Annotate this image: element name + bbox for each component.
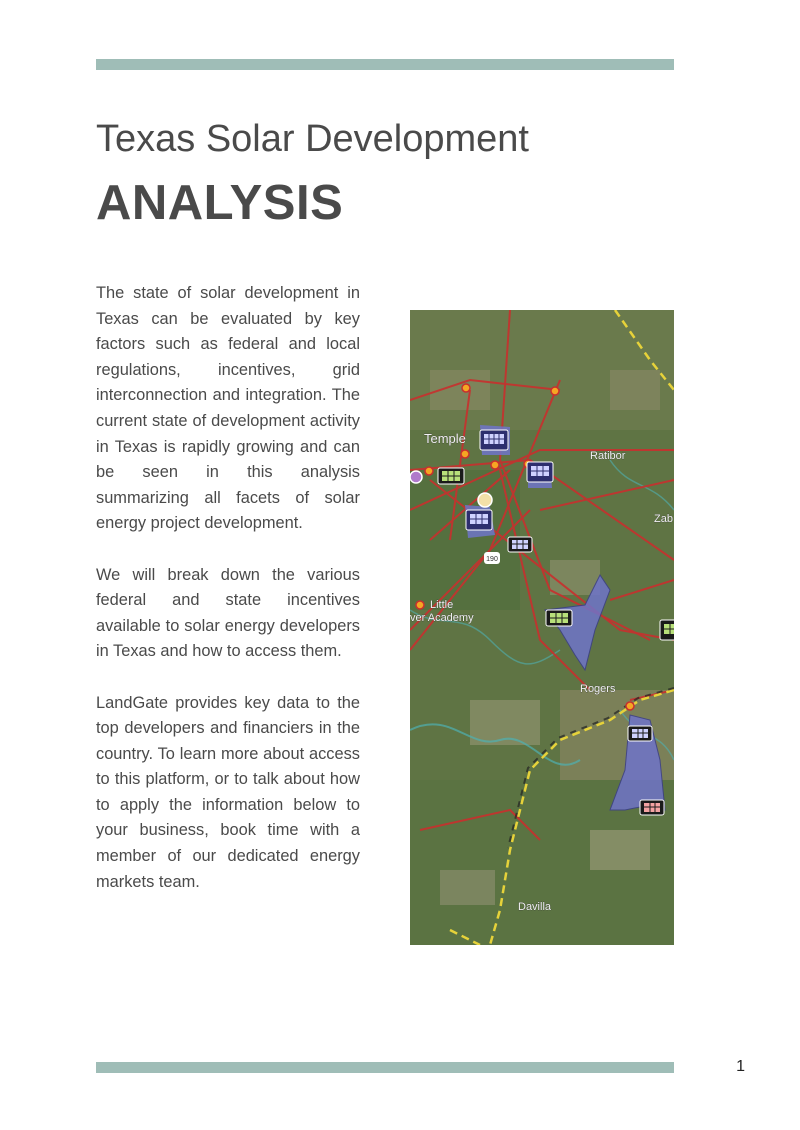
road-shield: 190 (486, 556, 498, 563)
body-text (96, 281, 360, 921)
label-little: Little (430, 599, 454, 611)
label-ratibor: Ratibor (590, 450, 626, 462)
label-davilla: Davilla (518, 901, 552, 913)
label-zab: Zab (654, 513, 673, 525)
label-temple: Temple (424, 431, 466, 446)
label-river-academy: ver Academy (410, 612, 474, 624)
footer-rule (96, 1062, 674, 1073)
paragraph-incentives: We will break down the various federal and state incentives available to solar energy developers in Texas and how to access them. (96, 565, 360, 661)
label-rogers: Rogers (580, 683, 616, 695)
satellite-map (410, 310, 674, 945)
paragraph-landgate: LandGate provides key data to the top developers and financiers in the country. To learn more about access to this platform, or to talk about how to apply the information below to your business, book time with a member of our dedicated energy markets team. (96, 693, 360, 891)
page-subtitle: ANALYSIS (96, 176, 344, 230)
page-number: 1 (736, 1058, 745, 1075)
header-rule (96, 59, 674, 70)
paragraph-intro: The state of solar development in Texas can be evaluated by key factors such as federal and local regulations, incentives, grid interconnection and integration. The current state of development activity in Texas is rapidly growing and can be seen in this analysis summarizing all facets of solar energy project development. (96, 284, 360, 533)
page-title: Texas Solar Development (96, 118, 529, 160)
map-canvas (410, 310, 674, 945)
